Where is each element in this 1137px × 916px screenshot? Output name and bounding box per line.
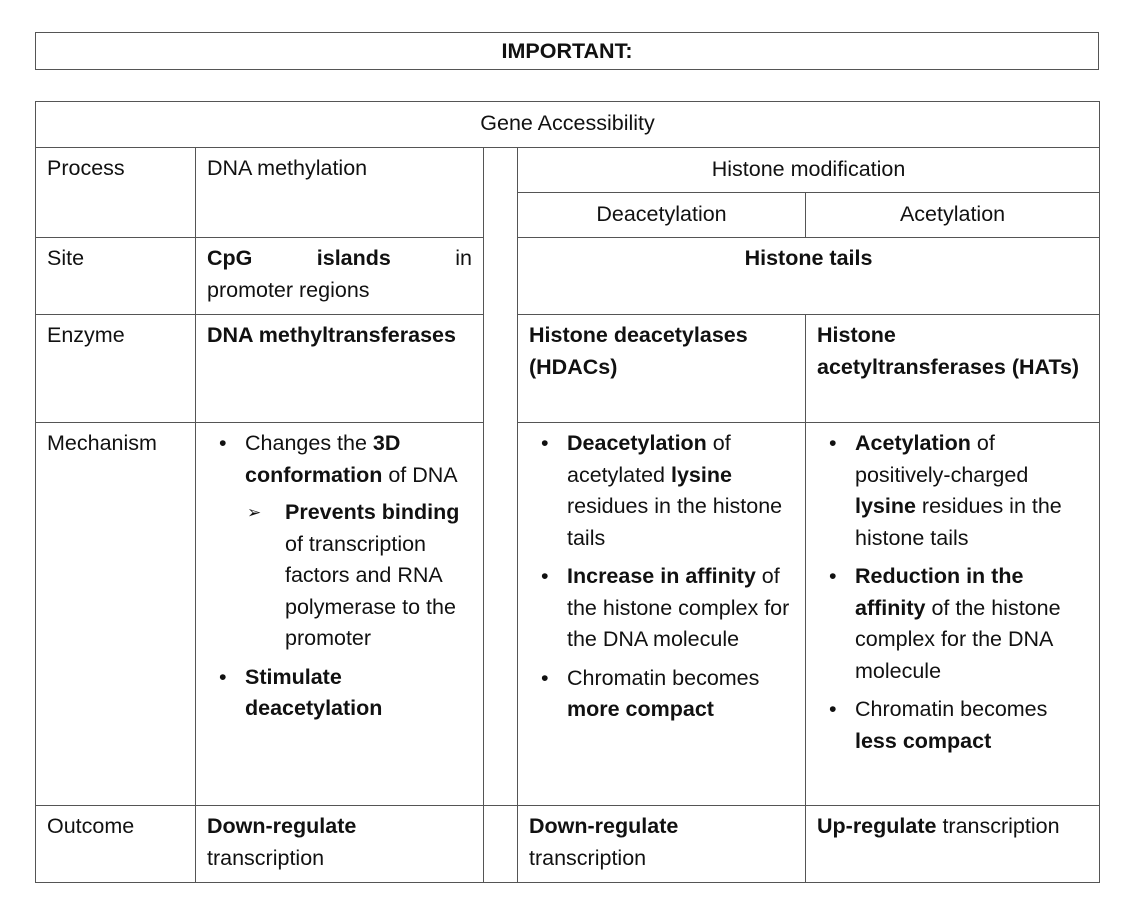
outcome-deacetylation: Down-regulate transcription xyxy=(518,806,806,883)
outcome-dna: Down-regulate transcription xyxy=(196,806,484,883)
important-banner: IMPORTANT: xyxy=(35,32,1099,70)
list-item: • Increase in affinity of the histone complex for the DNA molecule xyxy=(529,561,794,656)
site-dna xyxy=(196,238,484,315)
site-histone: Histone tails xyxy=(518,238,1100,315)
mechanism-deacetylation xyxy=(518,423,806,806)
mechanism-acetylation xyxy=(806,423,1100,806)
outcome-gap xyxy=(484,806,518,883)
gene-accessibility-table xyxy=(35,101,1100,883)
process-deacetylation: Deacetylation xyxy=(518,193,806,238)
list-item: • Stimulate deacetylation xyxy=(207,662,472,725)
mechanism-dna xyxy=(196,423,484,806)
outcome-acetylation: Up-regulate transcription xyxy=(806,806,1100,883)
row-label-enzyme: Enzyme xyxy=(36,315,196,423)
list-item: • Chromatin becomes more compact xyxy=(529,663,794,726)
site-dna-rest: promoter regions xyxy=(207,277,370,302)
list-item: • Acetylation of positively-charged lysine residues in the histone tails xyxy=(817,428,1088,554)
site-dna-word2: islands xyxy=(316,246,391,270)
site-dna-word3: in xyxy=(455,246,472,270)
process-acetylation: Acetylation xyxy=(806,193,1100,238)
process-histone: Histone modification xyxy=(518,148,1100,193)
row-label-outcome: Outcome xyxy=(36,806,196,883)
enzyme-dna: DNA methyltransferases xyxy=(196,315,484,423)
row-label-mechanism: Mechanism xyxy=(36,423,196,806)
list-item: ➢ Prevents binding of transcription factors and RNA polymerase to the promoter xyxy=(245,497,472,655)
column-gap xyxy=(484,148,518,806)
enzyme-acetylation: Histone acetyltransferases (HATs) xyxy=(806,315,1100,423)
row-label-site: Site xyxy=(36,238,196,315)
list-item: • Reduction in the affinity of the histone complex for the DNA molecule xyxy=(817,561,1088,687)
list-item: • Deacetylation of acetylated lysine residues in the histone tails xyxy=(529,428,794,554)
process-dna: DNA methylation xyxy=(196,148,484,238)
enzyme-deacetylation: Histone deacetylases (HDACs) xyxy=(518,315,806,423)
list-item: • Changes the 3D conformation of DNA ➢ Prevents binding of transcription factors and RNA polymerase to the promoter xyxy=(207,428,472,655)
list-item: • Chromatin becomes less compact xyxy=(817,694,1088,757)
site-dna-word1: CpG xyxy=(207,246,253,270)
row-label-process: Process xyxy=(36,148,196,238)
table-title: Gene Accessibility xyxy=(36,102,1100,148)
